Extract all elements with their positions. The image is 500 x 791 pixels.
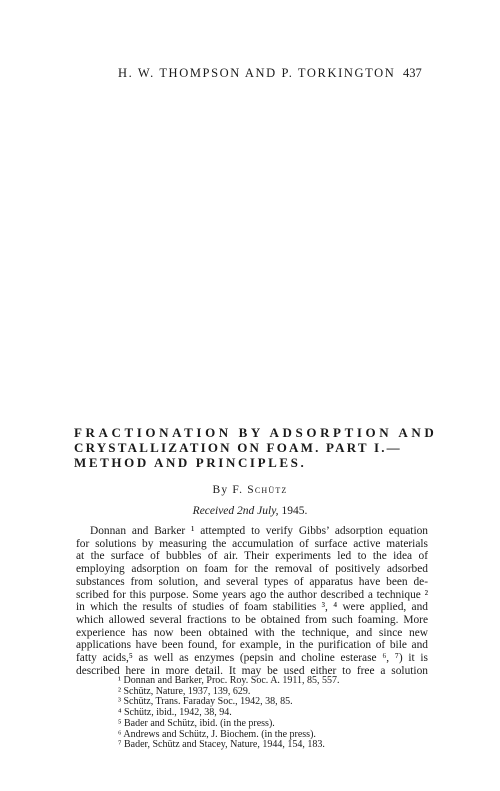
body-line: for solutions by measuring the accumulation of surface active materials (76, 537, 428, 550)
body-line: which allowed several fractions to be obtained from such foaming. More (76, 613, 428, 626)
body-line: experience has now been obtained with the technique, and since new (76, 626, 428, 639)
title-line-2: CRYSTALLIZATION ON FOAM. PART I.— (74, 440, 402, 455)
body-text (76, 525, 428, 677)
byline-prefix: By (212, 484, 229, 496)
byline (0, 484, 500, 496)
title-line-1: FRACTIONATION BY ADSORPTION AND (74, 425, 438, 440)
body-line: in which the results of studies of foam stabilities ³, ⁴ were applied, and (76, 601, 428, 614)
author-name: F. Schütz (232, 484, 288, 496)
received-text: Received 2nd July, (192, 505, 279, 517)
page-number: 437 (403, 66, 422, 80)
body-line: at the surface of bubbles of air. Their experiments led to the idea of (76, 550, 428, 563)
body-line: described here in more detail. It may be used either to free a solution (76, 664, 428, 677)
body-line: fatty acids,⁵ as well as enzymes (pepsin and choline esterase ⁶, ⁷) it is (76, 652, 428, 665)
footnotes (118, 676, 340, 751)
body-line: substances from solution, and several types of apparatus have been de- (76, 575, 428, 588)
footnote: ⁴ Schütz, ibid., 1942, 38, 94. (118, 707, 232, 719)
body-line: applications have been found, for example, in the purification of bile and (76, 639, 428, 652)
title-line-3: METHOD AND PRINCIPLES. (74, 455, 307, 470)
footnote: ⁵ Bader and Schütz, ibid. (in the press). (118, 717, 275, 729)
received-year: 1945. (281, 505, 308, 517)
footnote: ³ Schütz, Trans. Faraday Soc., 1942, 38, 85. (118, 696, 293, 708)
article-title (74, 425, 438, 470)
page-header (0, 66, 500, 82)
running-head: H. W. THOMPSON AND P. TORKINGTON (118, 66, 396, 80)
footnote: ² Schütz, Nature, 1937, 139, 629. (118, 685, 251, 697)
footnote: ¹ Donnan and Barker, Proc. Roy. Soc. A. 1911, 85, 557. (118, 675, 340, 686)
body-line: employing adsorption on foam for the removal of positively adsorbed (76, 563, 428, 576)
footnote: ⁶ Andrews and Schütz, J. Biochem. (in the press). (118, 728, 316, 740)
body-line: Donnan and Barker ¹ attempted to verify Gibbs’ adsorption equation (90, 525, 428, 537)
received-date (0, 505, 500, 517)
body-line: scribed for this purpose. Some years ago the author described a technique ² (76, 588, 428, 601)
footnote: ⁷ Bader, Schütz and Stacey, Nature, 1944, 154, 183. (118, 739, 325, 751)
